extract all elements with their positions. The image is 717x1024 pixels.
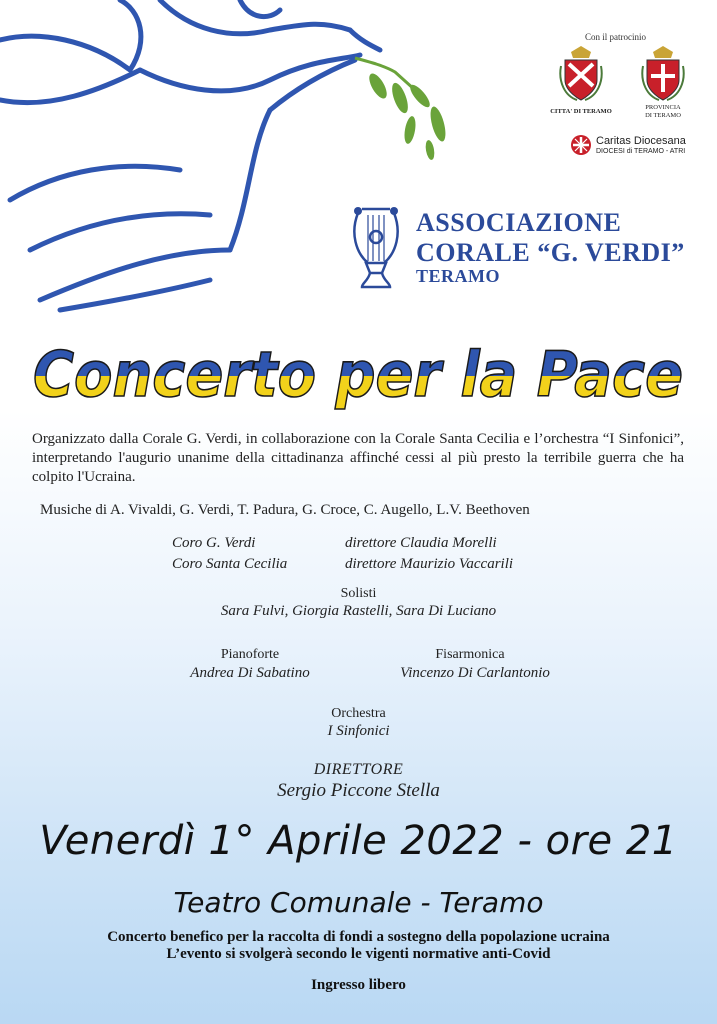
pianist-name: Andrea Di Sabatino (190, 665, 310, 681)
caritas-name: Caritas Diocesana (596, 135, 686, 147)
orchestra-label: Orchestra (331, 706, 386, 721)
city-caption: CITTA' DI TERAMO (550, 108, 612, 115)
patronage-label: Con il patrocinio (585, 32, 646, 42)
entry-note: Ingresso libero (311, 977, 406, 993)
city-crest-icon (559, 46, 603, 102)
association-line1: ASSOCIAZIONE (416, 208, 622, 237)
main-title (0, 318, 717, 428)
choir-director: direttore Claudia Morelli (345, 535, 497, 551)
covid-note: L’evento si svolgerà secondo le vigenti normative anti-Covid (166, 946, 551, 962)
caritas-cross-icon (570, 134, 592, 156)
main-title-text: Concerto per la Pace (33, 338, 683, 411)
province-caption (630, 104, 696, 120)
piano-label: Pianoforte (220, 647, 280, 662)
soloists-label: Solisti (340, 586, 377, 601)
caritas-subtitle: DIOCESI di TERAMO - ATRI (596, 148, 686, 155)
accordion-label: Fisarmonica (435, 647, 505, 662)
intro-paragraph: Organizzato dalla Corale G. Verdi, in collaborazione con la Corale Santa Cecilia e l’orchestra “I Sinfonici”, interpretando l'augurio unanime della cittadinanza affinché cessi al più presto la terribile guerra che ha colpito l'Ucraina. (32, 431, 684, 485)
benefit-note: Concerto benefico per la raccolta di fondi a sostegno della popolazione ucraina (107, 929, 610, 945)
composers-line: Musiche di A. Vivaldi, G. Verdi, T. Padura, G. Croce, C. Augello, L.V. Beethoven (40, 502, 530, 518)
olive-branch-icon (355, 58, 448, 161)
association-line2: CORALE “G. VERDI” (416, 238, 685, 267)
choir-director: direttore Maurizio Vaccarili (345, 556, 514, 572)
association-line3: TERAMO (416, 266, 500, 286)
choir-name: Coro Santa Cecilia (172, 556, 288, 572)
event-venue: Teatro Comunale - Teramo (173, 886, 544, 919)
conductor-label: DIRETTORE (313, 761, 404, 778)
event-date: Venerdì 1° Aprile 2022 - ore 21 (39, 818, 678, 864)
province-caption-line2: DI TERAMO (645, 112, 681, 119)
orchestra-name: I Sinfonici (327, 723, 390, 739)
province-caption-line1: PROVINCIA (645, 104, 681, 111)
soloists-names: Sara Fulvi, Giorgia Rastelli, Sara Di Luciano (220, 603, 497, 619)
conductor-name: Sergio Piccone Stella (277, 780, 440, 801)
accordionist-name: Vincenzo Di Carlantonio (400, 665, 550, 681)
province-crest-icon (641, 46, 685, 102)
lyre-logo-icon (348, 203, 404, 289)
choir-name: Coro G. Verdi (172, 535, 256, 551)
